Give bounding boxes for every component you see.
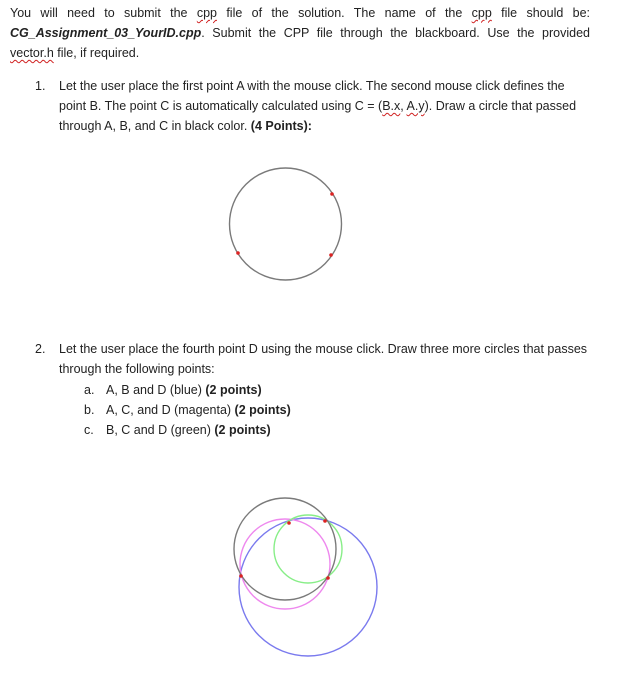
item-points: (2 points)	[214, 423, 271, 437]
black-circle	[234, 498, 336, 600]
point-marker	[323, 519, 327, 523]
point-marker	[236, 251, 240, 255]
figure-2-circles	[225, 490, 390, 665]
intro-text-4: . Submit the CPP file through the blackboard. Use the provided	[201, 26, 590, 40]
question-1-bx: B.x	[382, 99, 401, 113]
item-text: A, B and D (blue)	[106, 383, 206, 397]
question-2-item-c	[84, 420, 271, 440]
item-points: (2 points)	[205, 383, 262, 397]
point-marker	[326, 576, 330, 580]
intro-text-1: You will need to submit the	[10, 6, 197, 20]
blue-circle	[239, 518, 377, 656]
intro-text-5: file, if required.	[53, 46, 140, 60]
magenta-circle	[240, 519, 330, 609]
vector-header-filename: vector.h	[10, 46, 54, 60]
point-marker	[329, 253, 333, 257]
item-text: B, C and D (green)	[106, 423, 215, 437]
question-1-points: (4 Points):	[250, 119, 312, 133]
question-2-number: 2.	[35, 342, 46, 356]
point-marker	[239, 574, 243, 578]
point-marker	[330, 192, 334, 196]
intro-text-2: file of the solution. The name of the	[217, 6, 472, 20]
assignment-filename: CG_Assignment_03_YourID.cpp	[10, 26, 202, 40]
question-2-item-b	[84, 400, 291, 420]
question-1	[35, 76, 591, 136]
question-1-comma: ,	[400, 99, 407, 113]
question-2-item-a	[84, 380, 262, 400]
question-2	[35, 339, 591, 379]
intro-cpp-word-2: cpp	[471, 6, 492, 20]
figure-1-circle	[220, 160, 355, 290]
question-1-text-2: ). Draw a circle that passed through A, B, and C in black color.	[59, 99, 577, 133]
item-letter: a.	[84, 383, 95, 397]
item-letter: c.	[84, 423, 94, 437]
intro-text-3: file should be:	[491, 6, 590, 20]
item-points: (2 points)	[234, 403, 291, 417]
point-marker	[287, 521, 291, 525]
black-circle	[230, 168, 342, 280]
question-1-number: 1.	[35, 79, 46, 93]
item-letter: b.	[84, 403, 95, 417]
question-1-text-1: Let the user place the first point A with the mouse click. The second mouse click defines the point B. The point C is automatically calculated using C = (	[59, 79, 565, 113]
question-1-ay: A.y	[406, 99, 425, 113]
item-text: A, C, and D (magenta)	[106, 403, 235, 417]
question-2-text: Let the user place the fourth point D using the mouse click. Draw three more circles that passes through the following points:	[59, 342, 588, 376]
intro-paragraph	[10, 3, 590, 63]
intro-cpp-word-1: cpp	[196, 6, 217, 20]
